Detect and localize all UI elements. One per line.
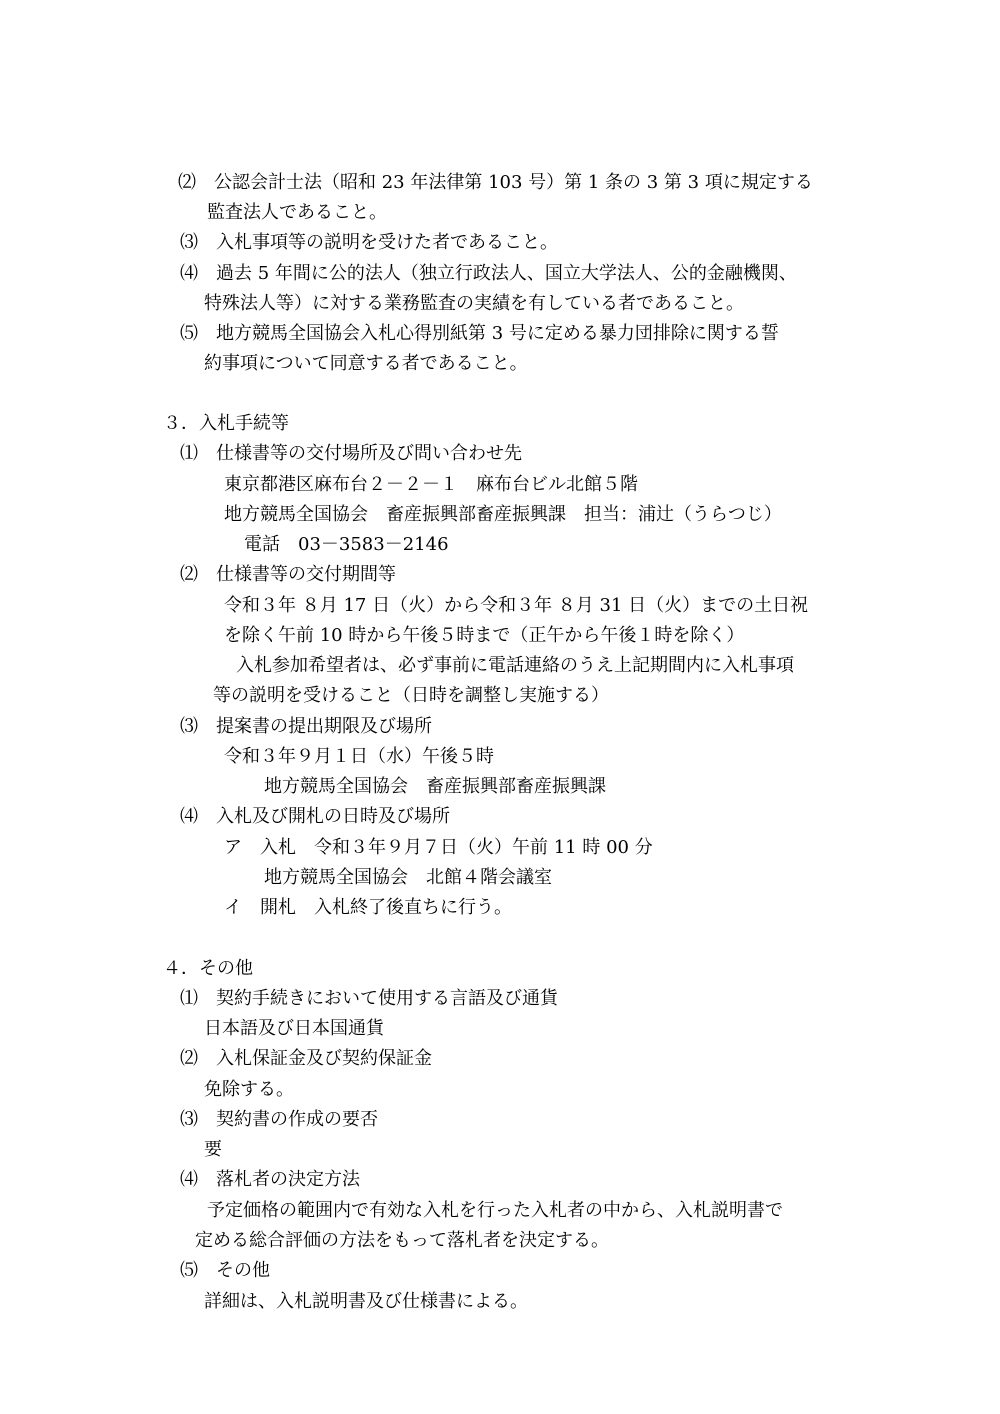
- req-2-line-2: 監査法人であること。: [207, 202, 387, 223]
- s3-item-2-period-line-1: 令和３年 ８月 17 日（火）から令和３年 ８月 31 日（火）までの土日祝: [224, 595, 809, 616]
- s4-item-3-body: 要: [204, 1139, 222, 1160]
- s4-item-2-title: ⑵ 入札保証金及び契約保証金: [180, 1048, 432, 1069]
- s3-item-3-title: ⑶ 提案書の提出期限及び場所: [180, 716, 432, 737]
- s3-item-1-title: ⑴ 仕様書等の交付場所及び問い合わせ先: [180, 443, 522, 464]
- req-4-line-1: ⑷ 過去 5 年間に公的法人（独立行政法人、国立大学法人、公的金融機関、: [180, 263, 797, 284]
- s4-item-4-body-line-1: 予定価格の範囲内で有効な入札を行った入札者の中から、入札説明書で: [207, 1200, 783, 1221]
- req-4-line-2: 特殊法人等）に対する業務監査の実績を有している者であること。: [204, 293, 744, 314]
- section-4-heading: ４．その他: [163, 958, 253, 979]
- req-5-line-1: ⑸ 地方競馬全国協会入札心得別紙第 3 号に定める暴力団排除に関する誓: [180, 323, 779, 344]
- s3-item-2-title: ⑵ 仕様書等の交付期間等: [180, 564, 396, 585]
- section-3-heading: ３．入札手続等: [163, 413, 289, 434]
- s4-item-1-title: ⑴ 契約手続きにおいて使用する言語及び通貨: [180, 988, 558, 1009]
- s4-item-5-body: 詳細は、入札説明書及び仕様書による。: [204, 1291, 528, 1312]
- s3-item-2-note-line-2: 等の説明を受けること（日時を調整し実施する）: [213, 685, 609, 706]
- s3-item-3-deadline: 令和３年９月１日（水）午後５時: [224, 746, 494, 767]
- s3-item-1-phone: 電話 03－3583－2146: [244, 534, 449, 555]
- s3-item-1-address: 東京都港区麻布台２－２－１ 麻布台ビル北館５階: [224, 474, 638, 495]
- s3-item-1-contact: 地方競馬全国協会 畜産振興部畜産振興課 担当：浦辻（うらつじ）: [224, 504, 782, 525]
- s4-item-2-body: 免除する。: [204, 1079, 294, 1100]
- s3-item-2-period-line-2: を除く午前 10 時から午後５時まで（正午から午後１時を除く）: [224, 625, 745, 646]
- req-2-line-1: ⑵ 公認会計士法（昭和 23 年法律第 103 号）第 1 条の 3 第 3 項に規定する: [178, 172, 813, 193]
- s3-item-4-title: ⑷ 入札及び開札の日時及び場所: [180, 806, 450, 827]
- req-3-line-1: ⑶ 入札事項等の説明を受けた者であること。: [180, 232, 558, 253]
- s3-item-4-opening: イ 開札 入札終了後直ちに行う。: [224, 897, 512, 918]
- s4-item-4-body-line-2: 定める総合評価の方法をもって落札者を決定する。: [195, 1230, 609, 1251]
- s3-item-2-note-line-1: 入札参加希望者は、必ず事前に電話連絡のうえ上記期間内に入札事項: [236, 655, 794, 676]
- s4-item-4-title: ⑷ 落札者の決定方法: [180, 1169, 360, 1190]
- s3-item-4-bid-datetime: ア 入札 令和３年９月７日（火）午前 11 時 00 分: [224, 837, 653, 858]
- req-5-line-2: 約事項について同意する者であること。: [204, 353, 528, 374]
- s4-item-5-title: ⑸ その他: [180, 1260, 270, 1281]
- s4-item-1-body: 日本語及び日本国通貨: [204, 1018, 384, 1039]
- s3-item-3-place: 地方競馬全国協会 畜産振興部畜産振興課: [264, 776, 606, 797]
- s4-item-3-title: ⑶ 契約書の作成の要否: [180, 1109, 378, 1130]
- s3-item-4-bid-place: 地方競馬全国協会 北館４階会議室: [264, 867, 552, 888]
